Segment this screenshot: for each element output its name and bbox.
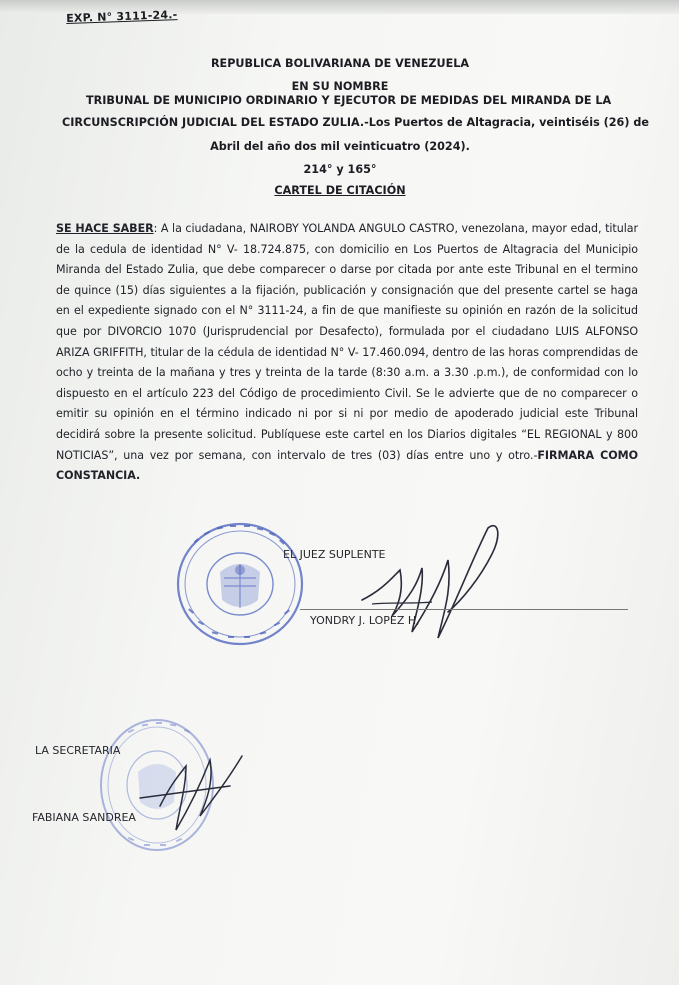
body-line-8: tres y treinta de la tarde (8:30 a.m. a 3.30 .p.m.), de conformidad con lo dispuesto en el artículo 223 del [56,366,638,400]
body-line-4: días siguientes a la fijación, publicación y consignación que del presente cartel se haga en el expediente [56,283,639,318]
header-en-su-nombre: EN SU NOMBRE [291,80,389,93]
court-seal-judge [174,520,306,648]
body-line-5: signado con el N° 3111-24, a fin de que manifieste su opinión en razón de la solicitud que por DIVORCIO [56,304,638,338]
body-line-3: del Estado Zulia, que debe comparecer o darse por citada por ante este Tribunal en el termino de quince (15) [56,263,638,297]
judge-name: YONDRY J. LOPEZ H, [310,614,420,627]
lead-text: SE HACE SABER [56,222,154,235]
body-line-2: de la cedula de identidad N° V- 18.724.875, con domicilio en Los Puertos de Altagracia del Municipio Miranda [56,242,638,277]
body-line-7: la cédula de identidad N° V- 17.460.094, dentro de las horas comprendidas de ocho y treinta de la mañana y [56,345,638,380]
body-line-11: Publíquese este cartel en los Diarios digitales “EL REGIONAL y 800 NOTICIAS”, una vez por semana, con [56,427,639,462]
citation-body [56,219,638,487]
header-years: 214° y 165° [303,163,377,176]
body-line-12: intervalo de tres (03) días entre uno y otro.- [277,448,538,462]
secretary-title: LA SECRETARIA [35,744,121,757]
judge-signature-line [300,609,628,610]
judge-title: EL JUEZ SUPLENTE [283,548,386,561]
header-republic: REPUBLICA BOLIVARIANA DE VENEZUELA [210,57,470,70]
body-line-1: : A la ciudadana, NAIROBY YOLANDA ANGULO CASTRO, venezolana, mayor edad, titular [153,222,638,235]
secretary-signature [130,746,250,846]
body-line-10: indicado ni por si ni por medio de apoderado judicial este Tribunal decidirá sobre la presente solicitud. [56,407,638,441]
header-circunscripcion: CIRCUNSCRIPCIÓN JUDICIAL DEL ESTADO ZULIA.-Los Puertos de Altagracia, veintiséis (26) de [62,116,649,129]
header-tribunal: TRIBUNAL DE MUNICIPIO ORDINARIO Y EJECUTOR DE MEDIDAS DEL MIRANDA DE LA [86,94,612,107]
secretary-name: FABIANA SANDREA [32,811,136,824]
closing-text: FIRMARA COMO CONSTANCIA. [56,448,639,483]
body-line-9: Código de procedimiento Civil. Se le advierte que de no comparecer o emitir su opinión en el término [56,386,638,421]
document-title: CARTEL DE CITACIÓN [274,184,406,197]
body-line-6: 1070 (Jurisprudencial por Desafecto), formulada por el ciudadano LUIS ALFONSO ARIZA GRIFFITH, titular de [56,324,638,359]
expediente-number: EXP. N° 3111-24.- [66,8,178,25]
header-date: Abril del año dos mil veinticuatro (2024). [210,140,470,153]
